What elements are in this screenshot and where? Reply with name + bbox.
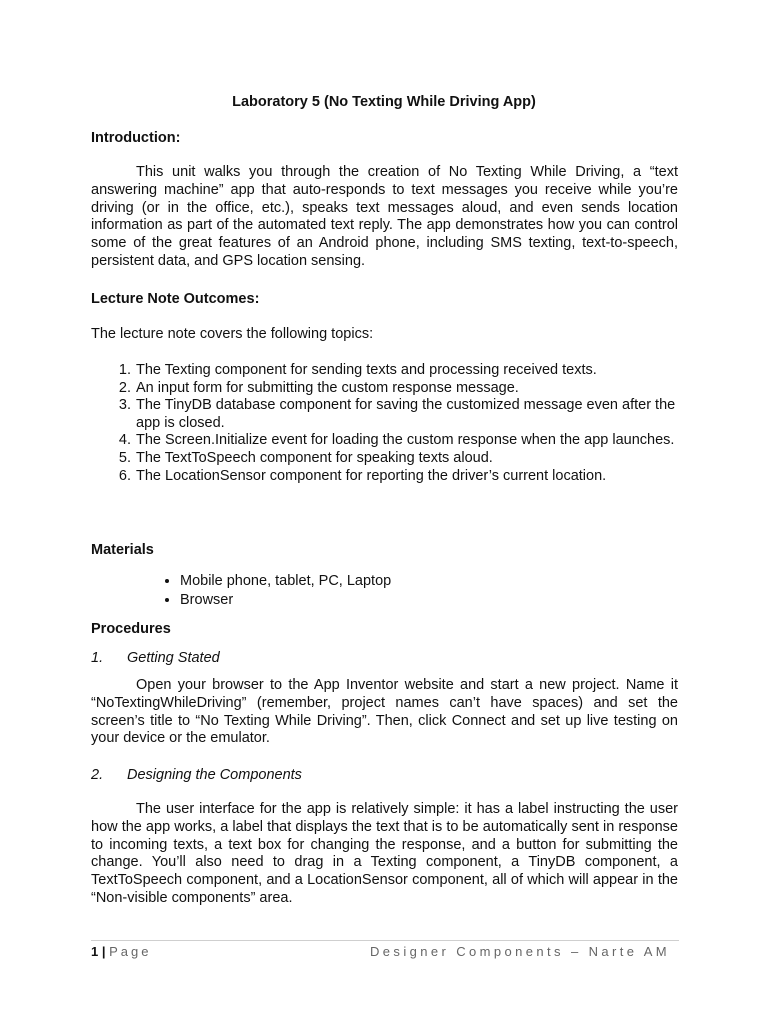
list-item: 6. The LocationSensor component for reporting the driver’s current location. [135, 468, 695, 486]
document-title: Laboratory 5 (No Texting While Driving App) [232, 94, 536, 110]
list-item: • Mobile phone, tablet, PC, Laptop [180, 572, 391, 591]
list-item: 2. An input form for submitting the custom response message. [135, 380, 695, 398]
introduction-heading: Introduction: [91, 130, 181, 146]
list-item: 5. The TextToSpeech component for speaking texts aloud. [135, 450, 695, 468]
step-2-heading [91, 766, 302, 784]
page-word: Page [109, 944, 152, 959]
step-number: 2. [91, 767, 104, 783]
list-item: • Browser [180, 591, 391, 610]
list-item: 3. The TinyDB database component for saving the customized message even after the app is closed. [135, 397, 695, 432]
list-item: 4. The Screen.Initialize event for loading the custom response when the app launches. [135, 432, 695, 450]
step-1-heading [91, 649, 220, 667]
step-title: Getting Stated [127, 650, 220, 666]
step-number: 1. [91, 650, 104, 666]
outcomes-heading: Lecture Note Outcomes: [91, 291, 260, 307]
materials-heading: Materials [91, 542, 154, 558]
outcomes-list [91, 362, 695, 485]
procedures-heading: Procedures [91, 621, 171, 637]
footer-page-label [91, 944, 152, 960]
materials-list [136, 572, 391, 610]
introduction-paragraph: This unit walks you through the creation of No Texting While Driving, a “text answering machine” app that auto-responds to text messages you receive while you’re driving (or in the office, etc.), speaks text messages aloud, and even sends location information as part of the automated text reply. The app demonstrates how you can control some of the great features of an Android phone, including SMS texting, text-to-speech, persistent data, and GPS location sensing. [91, 164, 678, 269]
step-2-paragraph: The user interface for the app is relatively simple: it has a label instructing the user how the app works, a label that displays the text that is to be automatically sent in response to incoming texts, a text box for changing the response, and a button for submitting the change. You’ll also need to drag in a Texting component, a TinyDB component, a TextToSpeech component, and a LocationSensor component, all of which will appear in the “Non-visible components” area. [91, 801, 678, 906]
step-1-paragraph: Open your browser to the App Inventor website and start a new project. Name it “NoTextingWhileDriving” (remember, project names can’t have spaces) and set the screen’s title to “No Texting While Driving”. Then, click Connect and set up live testing on your device or the emulator. [91, 677, 678, 747]
list-item: 1. The Texting component for sending texts and processing received texts. [135, 362, 695, 380]
footer-divider [91, 940, 679, 941]
footer-right-text: Designer Components – Narte AM [370, 944, 670, 959]
outcomes-intro: The lecture note covers the following topics: [91, 326, 374, 342]
page-number: 1 [91, 944, 99, 959]
footer-separator: | [101, 944, 106, 959]
step-title: Designing the Components [127, 767, 302, 783]
